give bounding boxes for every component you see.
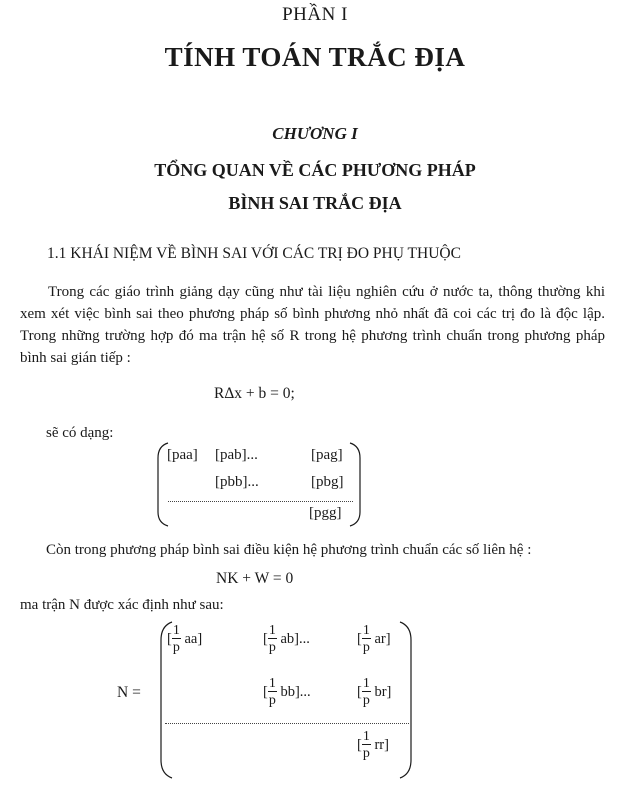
chapter-label: CHƯƠNG I: [272, 124, 358, 143]
matrix-n-cell-aa: [ $\frac{1}{p}$ aa]: [167, 623, 203, 655]
matrix-n-cell-rr: [ $\frac{1}{p}$ rr]: [357, 729, 389, 761]
fraction-one-over-p: $\frac{1}{p}$: [268, 676, 276, 708]
paragraph-matrix-n: ma trận N được xác định như sau:: [20, 597, 224, 613]
equation-indirect: RΔx + b = 0;: [214, 385, 295, 402]
fraction-one-over-p: $\frac{1}{p}$: [362, 623, 370, 655]
part-title: TÍNH TOÁN TRẮC ĐỊA: [164, 42, 466, 72]
open-bracket: [: [167, 630, 172, 647]
intro-paragraph: Trong các giáo trình giảng dạy cũng như tài liệu nghiên cứu ở nước ta, thông thường khi xem xét việc bình sai theo phương pháp số bình phương nhỏ nhất đã coi các trị đo là độc lập. Trong những trường hợp đó ma trận hệ số R trong hệ phương trình chuẩn trong phương pháp bình sai gián tiếp :: [20, 284, 605, 366]
section-heading: 1.1 KHÁI NIỆM VỀ BÌNH SAI VỚI CÁC TRỊ ĐO PHỤ THUỘC: [47, 245, 461, 262]
open-bracket: [: [263, 630, 268, 647]
matrix-r-cell: [pbg]: [311, 474, 344, 490]
fraction-one-over-p: $\frac{1}{p}$: [362, 676, 370, 708]
matrix-n-lhs: N =: [117, 684, 141, 701]
matrix-n-dotted-line: [165, 723, 409, 724]
paragraph-has-form: sẽ có dạng:: [46, 425, 114, 441]
part-label: PHẦN I: [282, 4, 348, 25]
matrix-r-cell: [pgg]: [309, 505, 342, 521]
fraction-one-over-p: $\frac{1}{p}$: [362, 729, 370, 761]
matrix-r-cell: [pab]...: [215, 447, 258, 463]
matrix-n-cell-bb: [ $\frac{1}{p}$ bb]...: [263, 676, 311, 708]
matrix-n-cell-ab: [ $\frac{1}{p}$ ab]...: [263, 623, 310, 655]
open-bracket: [: [357, 630, 362, 647]
equation-conditional: NK + W = 0: [216, 570, 294, 587]
open-bracket: [: [263, 683, 268, 700]
matrix-r-cell: [paa]: [167, 447, 198, 463]
chapter-title-line-2: BÌNH SAI TRẮC ĐỊA: [228, 193, 402, 213]
matrix-r-cell: [pag]: [311, 447, 343, 463]
matrix-n-cell-ar: [ $\frac{1}{p}$ ar]: [357, 623, 391, 655]
paragraph-conditional: Còn trong phương pháp bình sai điều kiện hệ phương trình chuẩn các số liên hệ :: [46, 542, 532, 558]
fraction-one-over-p: $\frac{1}{p}$: [268, 623, 276, 655]
open-bracket: [: [357, 683, 362, 700]
fraction-one-over-p: $\frac{1}{p}$: [172, 623, 180, 655]
matrix-r-cell: [pbb]...: [215, 474, 259, 490]
chapter-title-line-1: TỔNG QUAN VỀ CÁC PHƯƠNG PHÁP: [154, 160, 476, 180]
matrix-n-cell-br: [ $\frac{1}{p}$ br]: [357, 676, 392, 708]
open-bracket: [: [357, 736, 362, 753]
